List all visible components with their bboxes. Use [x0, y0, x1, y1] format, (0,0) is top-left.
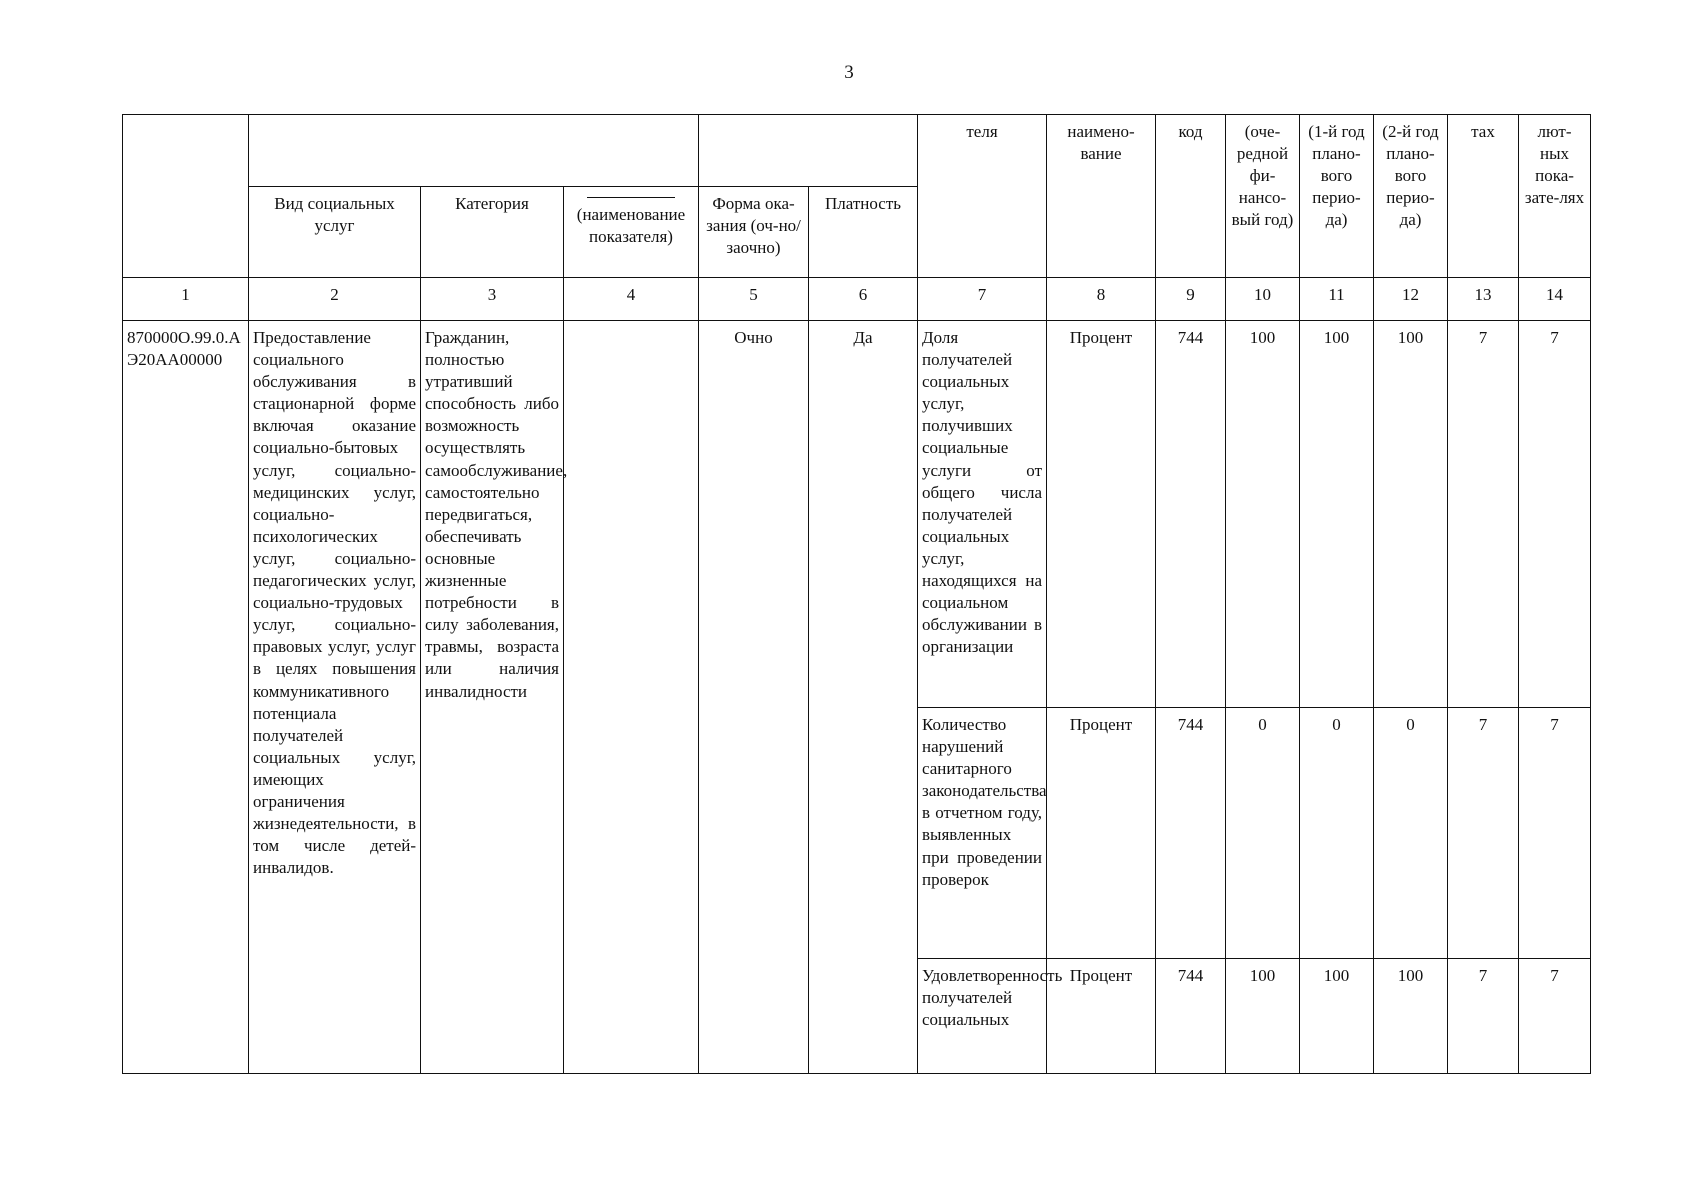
column-number: 6 — [809, 278, 918, 321]
header-cell-1 — [123, 115, 249, 278]
value-year-1: 100 — [1300, 959, 1374, 1074]
indicator-code: 744 — [1156, 959, 1226, 1074]
paid-flag: Да — [809, 321, 918, 1074]
record-code: 870000О.99.0.АЭ20АА00000 — [123, 321, 249, 1074]
value-year-2: 100 — [1374, 321, 1448, 708]
column-number: 9 — [1156, 278, 1226, 321]
value-year-0: 100 — [1226, 959, 1300, 1074]
header-group-conditions — [699, 115, 918, 187]
column-number: 8 — [1047, 278, 1156, 321]
deviation-percent: 7 — [1448, 708, 1519, 959]
deviation-percent: 7 — [1448, 959, 1519, 1074]
column-number: 10 — [1226, 278, 1300, 321]
header-cell-10: (оче-редной фи-нансо-вый год) — [1226, 115, 1300, 278]
header-cell-13: тах — [1448, 115, 1519, 278]
indicator-name: Доля получателей социальных услуг, получивших социальные услуги от общего числа получателей социальных услуг, находящихся на социальном обслуживании в организации — [918, 321, 1047, 708]
value-year-1: 100 — [1300, 321, 1374, 708]
blank-underline — [587, 197, 675, 198]
deviation-absolute: 7 — [1519, 708, 1591, 959]
header-cell-4-label: (наименование показателя) — [576, 205, 686, 247]
service-type: Предоставление социального обслуживания в стационарной форме включая оказание социально-бытовых услуг, социально-медицинских услуг, социально-психологических услуг, социально-педагогических услуг, социально-трудовых услуг, социально-правовых услуг, услуг в целях повышения коммуникативного потенциала получателей социальных услуг, имеющих ограничения жизнедеятельности, в том числе детей-инвалидов. — [249, 321, 421, 1074]
value-year-2: 100 — [1374, 959, 1448, 1074]
header-cell-8: наимено-вание — [1047, 115, 1156, 278]
column-number: 14 — [1519, 278, 1591, 321]
deviation-absolute: 7 — [1519, 959, 1591, 1074]
column-number: 2 — [249, 278, 421, 321]
value-year-0: 0 — [1226, 708, 1300, 959]
service-form: Очно — [699, 321, 809, 1074]
deviation-percent: 7 — [1448, 321, 1519, 708]
header-cell-2: Вид социальных услуг — [249, 187, 421, 278]
header-group-content — [249, 115, 699, 187]
header-cell-9: код — [1156, 115, 1226, 278]
table-row — [123, 321, 1591, 708]
column-numbers-row — [123, 278, 1591, 321]
indicator-name: Удовлетворенность получателей социальных — [918, 959, 1047, 1074]
column-number: 1 — [123, 278, 249, 321]
column-number: 3 — [421, 278, 564, 321]
page-number: 3 — [844, 62, 854, 83]
value-year-0: 100 — [1226, 321, 1300, 708]
column-number: 13 — [1448, 278, 1519, 321]
indicator-unit: Процент — [1047, 321, 1156, 708]
column-number: 12 — [1374, 278, 1448, 321]
value-year-2: 0 — [1374, 708, 1448, 959]
header-cell-7: теля — [918, 115, 1047, 278]
header-cell-4 — [564, 187, 699, 278]
header-cell-12: (2-й год плано-вого перио-да) — [1374, 115, 1448, 278]
indicator-code: 744 — [1156, 708, 1226, 959]
header-cell-5: Форма ока-зания (оч-но/заочно) — [699, 187, 809, 278]
indicator-name-blank — [564, 321, 699, 1074]
indicator-unit: Процент — [1047, 708, 1156, 959]
column-number: 7 — [918, 278, 1047, 321]
header-cell-3: Категория — [421, 187, 564, 278]
column-number: 11 — [1300, 278, 1374, 321]
header-cell-11: (1-й год плано-вого перио-да) — [1300, 115, 1374, 278]
indicator-name: Количество нарушений санитарного законодательства в отчетном году, выявленных при проведении проверок — [918, 708, 1047, 959]
value-year-1: 0 — [1300, 708, 1374, 959]
category: Гражданин, полностью утративший способность либо возможность осуществлять самообслуживание, самостоятельно передвигаться, обеспечивать основные жизненные потребности в силу заболевания, травмы, возраста или наличия инвалидности — [421, 321, 564, 1074]
indicator-code: 744 — [1156, 321, 1226, 708]
column-number: 4 — [564, 278, 699, 321]
column-number: 5 — [699, 278, 809, 321]
header-cell-6: Платность — [809, 187, 918, 278]
header-cell-14: лют-ных пока-зате-лях — [1519, 115, 1591, 278]
deviation-absolute: 7 — [1519, 321, 1591, 708]
indicators-table — [122, 114, 1591, 1074]
indicator-unit: Процент — [1047, 959, 1156, 1074]
